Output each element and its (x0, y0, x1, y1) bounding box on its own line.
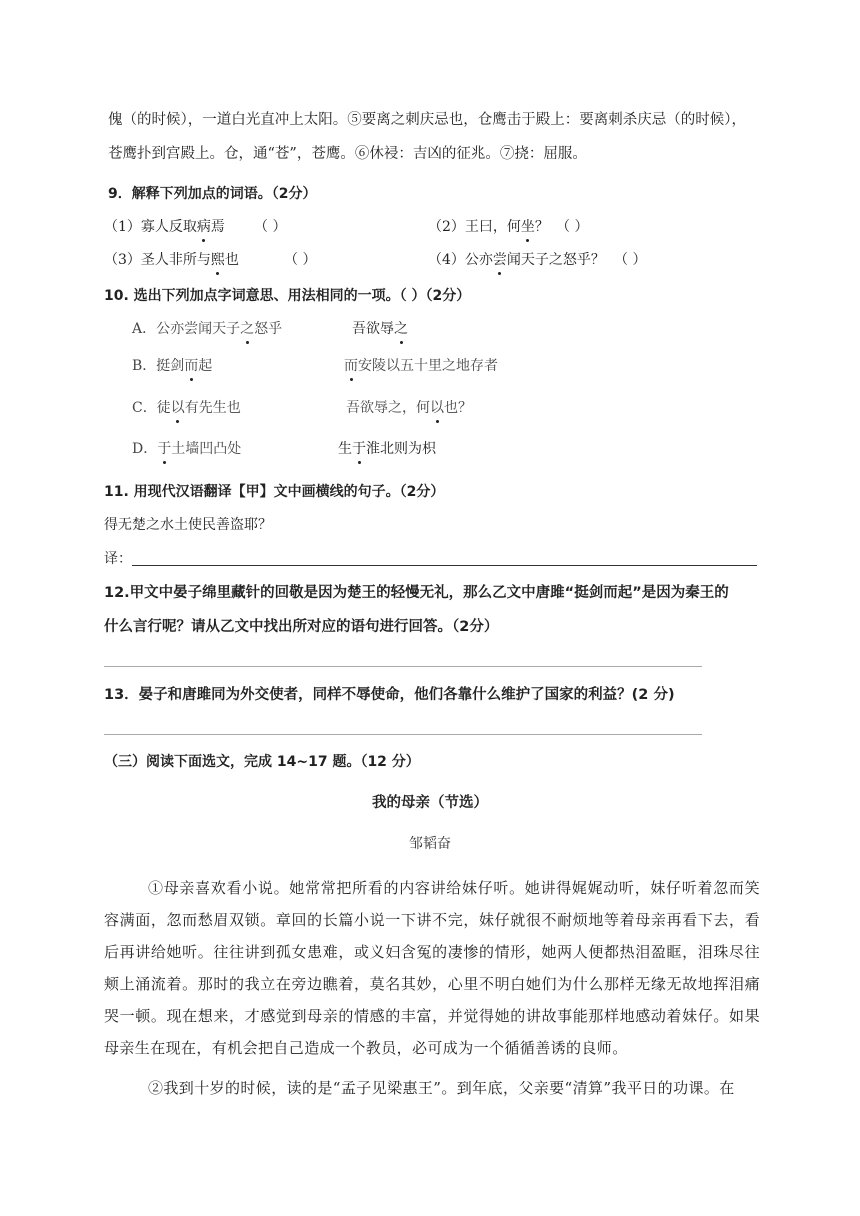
footnote-line-2: 苍鹰扑到宫殿上。仓，通“苍”，苍鹰。⑥休祲：吉凶的征兆。⑦挠：屈服。 (108, 146, 587, 162)
q10-a-left-post: 怒乎 (254, 321, 283, 337)
question-10-title: 10. 选出下列加点字词意思、用法相同的一项。（ ）（2分） (104, 288, 471, 304)
passage-paragraph-2: ②我到十岁的时候，读的是“孟子见梁惠王”。到年底，父亲要“清算”我平日的功课。在 (148, 1079, 735, 1097)
question-9-title: 9．解释下列加点的词语。（2分） (108, 186, 317, 202)
q12-answer-line[interactable] (104, 666, 702, 667)
q9-item-1-answer-blank[interactable]: （ ） (254, 219, 287, 235)
q10-option-b-right (344, 356, 498, 376)
q13-answer-line[interactable] (104, 734, 702, 735)
q11-sentence: 得无楚之水土使民善盗耶？ (104, 517, 272, 533)
q9-item-3 (104, 250, 239, 270)
passage-paragraph-1: ①母亲喜欢看小说。她常常把所看的内容讲给妹仔听。她讲得娓娓动听，妹仔听着忽而笑容满面，忽而愁眉双锁。章回的长篇小说一下讲不完，妹仔就很不耐烦地等着母亲再看下去，看后再讲给她听。往往讲到孤女患难，或义妇含冤的凄惨的情形，她两人便都热泪盈眶，泪珠尽往颊上涌流着。那时的我立在旁边瞧着，莫名其妙，心里不明白她们为什么那样无缘无故地挥泪痛哭一顿。现在想来，才感觉到母亲的情感的丰富，并觉得她的讲故事能那样地感动着妹仔。如果母亲生在现在，有机会把自己造成一个教员，必可成为一个循循善诱的良师。 (104, 879, 760, 1057)
q9-item-4 (428, 250, 605, 270)
q10-c-right-post: 也？ (444, 400, 472, 416)
q9-item-3-answer-blank[interactable]: （ ） (284, 252, 317, 268)
q10-b-right-post: 安陵以五十里之地存者 (358, 358, 498, 374)
q9-item-2 (428, 217, 549, 237)
q9-item-3-post: 也 (224, 252, 239, 268)
q10-b-right-dotted: 而 (344, 358, 358, 374)
footnote-line-1: 傀（的时候），一道白光直冲上太阳。⑤要离之刺庆忌也，仓鹰击于殿上：要离刺杀庆忌（的时候）， (108, 112, 746, 128)
q10-option-a-left (132, 319, 282, 339)
section-3-heading: （三）阅读下面选文，完成 14~17 题。（12 分） (104, 754, 420, 770)
q9-item-2-answer-blank[interactable]: （ ） (556, 219, 589, 235)
q10-d-right-post: 淮北则为枳 (366, 441, 436, 457)
q9-item-1-dotted: 病 (196, 219, 211, 235)
q9-item-3-pre: （3）圣人非所与 (104, 252, 211, 268)
q10-c-left-dotted: 以 (170, 400, 185, 416)
q10-option-c-right (346, 398, 472, 418)
question-13-title: 13．晏子和唐雎同为外交使者，同样不辱使命，他们各靠什么维护了国家的利益？(2 分) (104, 687, 675, 703)
passage-author: 邹韬奋 (409, 836, 451, 852)
q10-option-d-left (132, 439, 241, 459)
q10-a-left-pre: A．公亦尝闻天子 (132, 321, 241, 337)
q10-option-a-right (352, 319, 408, 339)
q9-item-2-dotted: 坐 (520, 219, 535, 235)
q9-item-1 (104, 217, 225, 237)
q10-d-right-dotted: 于 (352, 441, 366, 457)
q10-option-c-left (132, 398, 241, 418)
q10-a-right-dotted: 之 (394, 321, 408, 337)
q11-answer-line[interactable] (132, 565, 757, 566)
q10-option-b-left (132, 356, 212, 376)
q10-c-left-pre: C．徒 (132, 400, 171, 416)
q9-item-4-dotted: 尝 (492, 252, 507, 268)
q9-item-1-post: 焉 (210, 219, 225, 235)
q9-item-3-dotted: 熙 (210, 252, 225, 268)
q10-c-right-dotted: 以 (430, 400, 444, 416)
q10-b-left-pre: B．挺剑 (132, 358, 185, 374)
question-12-line-2: 什么言行呢？请从乙文中找出所对应的语句进行回答。（2分） (104, 619, 499, 635)
q9-item-1-pre: （1）寡人反取 (104, 219, 197, 235)
q10-a-left-dotted: 之 (240, 321, 255, 337)
q9-item-2-pre: （2）王曰，何 (428, 219, 521, 235)
q11-translation-label: 译： (104, 551, 132, 567)
question-11-title: 11. 用现代汉语翻译【甲】文中画横线的句子。（2分） (104, 484, 445, 500)
q9-item-4-pre: （4）公亦 (428, 252, 493, 268)
question-12-line-1: 12.甲文中晏子绵里藏针的回敬是因为楚王的轻慢无礼，那么乙文中唐雎“挺剑而起”是因为秦王的 (104, 585, 729, 601)
q10-c-left-post: 有先生也 (184, 400, 241, 416)
q9-item-2-post: ？ (534, 219, 549, 235)
q10-d-left-post: 土墙凹凸处 (171, 441, 242, 457)
q10-c-right-pre: 吾欲辱之，何 (346, 400, 430, 416)
q9-item-4-post: 闻天子之怒乎？ (506, 252, 605, 268)
q10-option-d-right (338, 439, 436, 459)
q9-item-4-answer-blank[interactable]: （ ） (614, 252, 647, 268)
q10-d-right-pre: 生 (338, 441, 352, 457)
passage-title: 我的母亲（节选） (372, 795, 488, 811)
q10-b-left-post: 起 (198, 358, 213, 374)
q10-a-right-pre: 吾欲辱 (352, 321, 394, 337)
q10-d-left-dotted: 于 (157, 441, 172, 457)
q10-d-left-pre: D． (132, 441, 158, 457)
q10-b-left-dotted: 而 (184, 358, 199, 374)
